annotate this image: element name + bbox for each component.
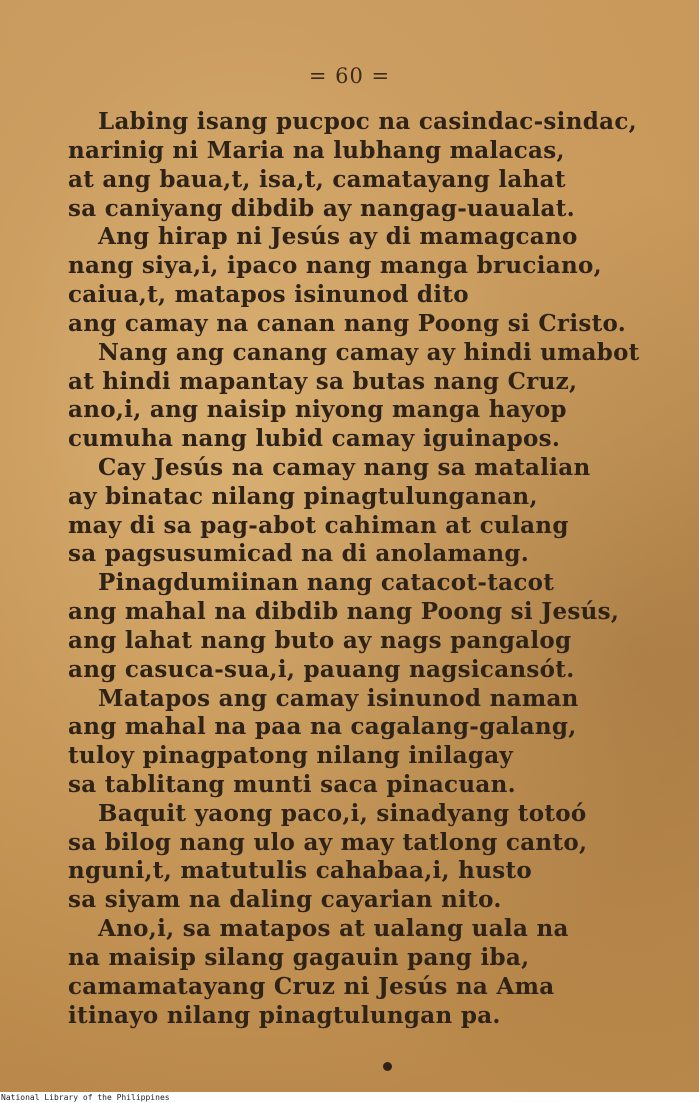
end-ornament-dot: [383, 1062, 392, 1071]
poem-line: sa tablitang munti saca pinacuan.: [68, 771, 516, 798]
poem-line: may di sa pag-abot cahiman at culang: [68, 512, 569, 539]
poem-line: narinig ni Maria na lubhang malacas,: [68, 137, 565, 164]
poem-line: camamatayang Cruz ni Jesús na Ama: [68, 973, 555, 1000]
poem-line: ay binatac nilang pinagtulunganan,: [68, 483, 538, 510]
poem-line: na maisip silang gagauin pang iba,: [68, 944, 530, 971]
page-number: = 60 =: [308, 64, 391, 88]
poem-line: ang mahal na dibdib nang Poong si Jesús,: [68, 598, 620, 625]
poem-line: tuloy pinagpatong nilang inilagay: [68, 742, 514, 769]
poem-line: sa pagsusumicad na di anolamang.: [68, 540, 530, 567]
poem-line: ang camay na canan nang Poong si Cristo.: [68, 310, 627, 337]
poem-line: cumuha nang lubid camay iguinapos.: [68, 425, 561, 452]
poem-line: ang casuca-sua,i, pauang nagsicansót.: [68, 656, 575, 683]
poem-line: ang lahat nang buto ay nags pangalog: [68, 627, 572, 654]
poem-line: at hindi mapantay sa butas nang Cruz,: [68, 368, 578, 395]
poem-line: Baquit yaong paco,i, sinadyang totoó: [98, 800, 587, 827]
poem-line: caiua,t, matapos isinunod dito: [68, 281, 469, 308]
poem-line: Pinagdumiinan nang catacot-tacot: [98, 569, 555, 596]
poem-line: sa siyam na daling cayarian nito.: [68, 886, 502, 913]
poem-line: Ang hirap ni Jesús ay di mamagcano: [98, 223, 578, 250]
poem-line: Matapos ang camay isinunod naman: [98, 685, 579, 712]
poem-line: itinayo nilang pinagtulungan pa.: [68, 1002, 501, 1029]
poem-line: sa caniyang dibdib ay nangag-uaualat.: [68, 195, 575, 222]
poem-line: Nang ang canang camay ay hindi umabot: [98, 339, 640, 366]
poem-line: sa bilog nang ulo ay may tatlong canto,: [68, 829, 588, 856]
poem-line: nguni,t, matutulis cahabaa,i, husto: [68, 857, 533, 884]
poem-line: Labing isang pucpoc na casindac-sindac,: [98, 108, 637, 135]
footer-credit: National Library of the Philippines: [1, 1093, 170, 1102]
poem-line: Ano,i, sa matapos at ualang uala na: [98, 915, 569, 942]
poem-line: Cay Jesús na camay nang sa matalian: [98, 454, 591, 481]
poem-line: ano,i, ang naisip niyong manga hayop: [68, 396, 567, 423]
poem-line: ang mahal na paa na cagalang-galang,: [68, 713, 577, 740]
poem-line: at ang baua,t, isa,t, camatayang lahat: [68, 166, 566, 193]
poem-line: nang siya,i, ipaco nang manga bruciano,: [68, 252, 602, 279]
